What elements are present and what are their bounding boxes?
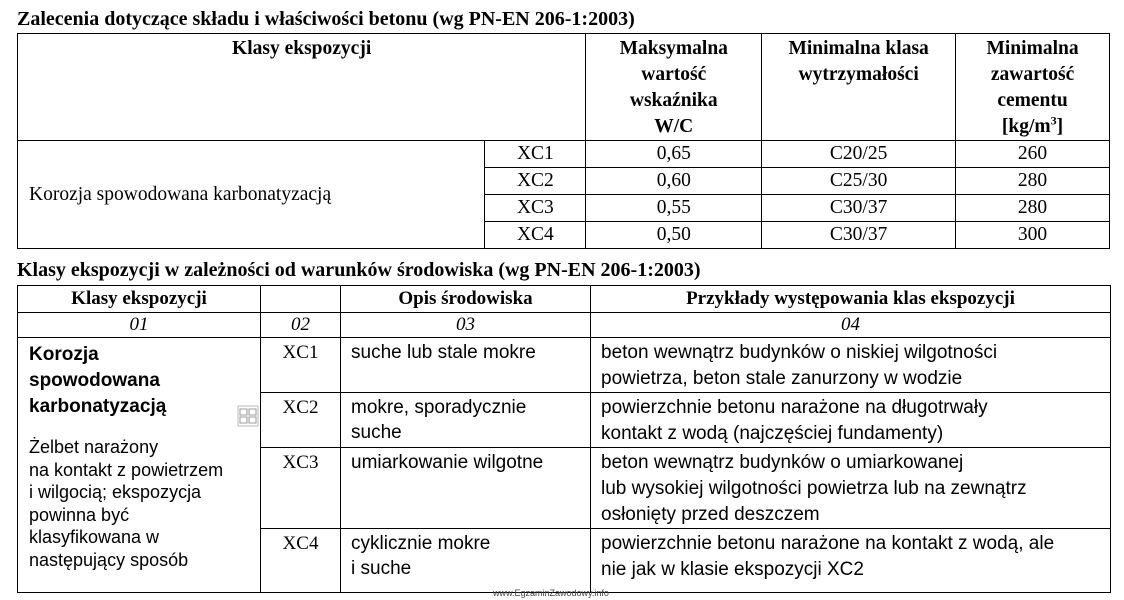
exposure-code: XC4 [261, 529, 341, 593]
header-max-wc: Maksymalna wartość wskaźnika W/C [586, 34, 762, 141]
table1-title: Zalecenia dotyczące składu i właściwości betonu (wg PN-EN 206-1:2003) [17, 8, 635, 30]
exposure-code: XC2 [261, 393, 341, 448]
table-row [18, 141, 1110, 168]
exposure-code: XC3 [261, 448, 341, 529]
strength-class: C30/37 [762, 195, 956, 222]
wc-value: 0,55 [586, 195, 762, 222]
header-min-strength-class: Minimalna klasa wytrzymałości [762, 34, 956, 141]
wc-value: 0,50 [586, 222, 762, 249]
header-code [261, 286, 341, 313]
exposure-code: XC2 [485, 168, 586, 195]
header-min-cement: Minimalna zawartość cementu $[kg/m^3]$ [956, 34, 1110, 141]
cement-value: 300 [956, 222, 1110, 249]
wc-value: 0,60 [586, 168, 762, 195]
table1-header-row [18, 34, 1110, 141]
table2-number-row [18, 313, 1111, 338]
environment-description: umiarkowanie wilgotne [341, 448, 591, 529]
exposure-code: XC4 [485, 222, 586, 249]
table2-title: Klasy ekspozycji w zależności od warunków środowiska (wg PN-EN 206-1:2003) [17, 259, 701, 281]
category-title: Korozja spowodowana karbonatyzacją [29, 344, 167, 417]
exposure-code: XC1 [485, 141, 586, 168]
environment-description: suche lub stale mokre [341, 338, 591, 393]
category-cell [18, 338, 261, 593]
cement-value: 260 [956, 141, 1110, 168]
example-text: beton wewnątrz budynków o umiarkowanej lub wysokiej wilgotności powietrza lub na zewnątrz osłonięty przed deszczem [591, 448, 1111, 529]
wc-value: 0,65 [586, 141, 762, 168]
header-exposure-classes: Klasy ekspozycji [18, 34, 586, 141]
environment-description: cyklicznie mokre i suche [341, 529, 591, 593]
strength-class: C25/30 [762, 168, 956, 195]
column-number: 03 [341, 313, 591, 338]
environment-description: mokre, sporadycznie suche [341, 393, 591, 448]
cement-unit: $[kg/m^3]$ [1001, 113, 1064, 137]
category-cell: Korozja spowodowana karbonatyzacją [18, 141, 485, 249]
column-number: 01 [18, 313, 261, 338]
table2-header-row [18, 286, 1111, 313]
strength-class: C20/25 [762, 141, 956, 168]
strength-class: C30/37 [762, 222, 956, 249]
cement-value: 280 [956, 195, 1110, 222]
site-logo-icon [237, 405, 259, 427]
exposure-code: XC1 [261, 338, 341, 393]
watermark-text: www.EgzaminZawodowy.info [493, 588, 609, 598]
header-exposure-classes: Klasy ekspozycji [18, 286, 261, 313]
example-text: powierzchnie betonu narażone na długotrwały kontakt z wodą (najczęściej fundamenty) [591, 393, 1111, 448]
cement-value: 280 [956, 168, 1110, 195]
table-row [18, 338, 1111, 393]
exposure-classes-table [17, 285, 1111, 593]
example-text: beton wewnątrz budynków o niskiej wilgotności powietrza, beton stale zanurzony w wodzie [591, 338, 1111, 393]
column-number: 02 [261, 313, 341, 338]
concrete-recommendations-table [17, 33, 1110, 249]
column-number: 04 [591, 313, 1111, 338]
category-note: Żelbet narażony na kontakt z powietrzem i wilgocią; ekspozycja powinna być klasyfikowana w następujący sposób [29, 437, 224, 570]
header-examples: Przykłady występowania klas ekspozycji [591, 286, 1111, 313]
exposure-code: XC3 [485, 195, 586, 222]
example-text: powierzchnie betonu narażone na kontakt z wodą, ale nie jak w klasie ekspozycji XC2 [591, 529, 1111, 593]
header-environment-description: Opis środowiska [341, 286, 591, 313]
